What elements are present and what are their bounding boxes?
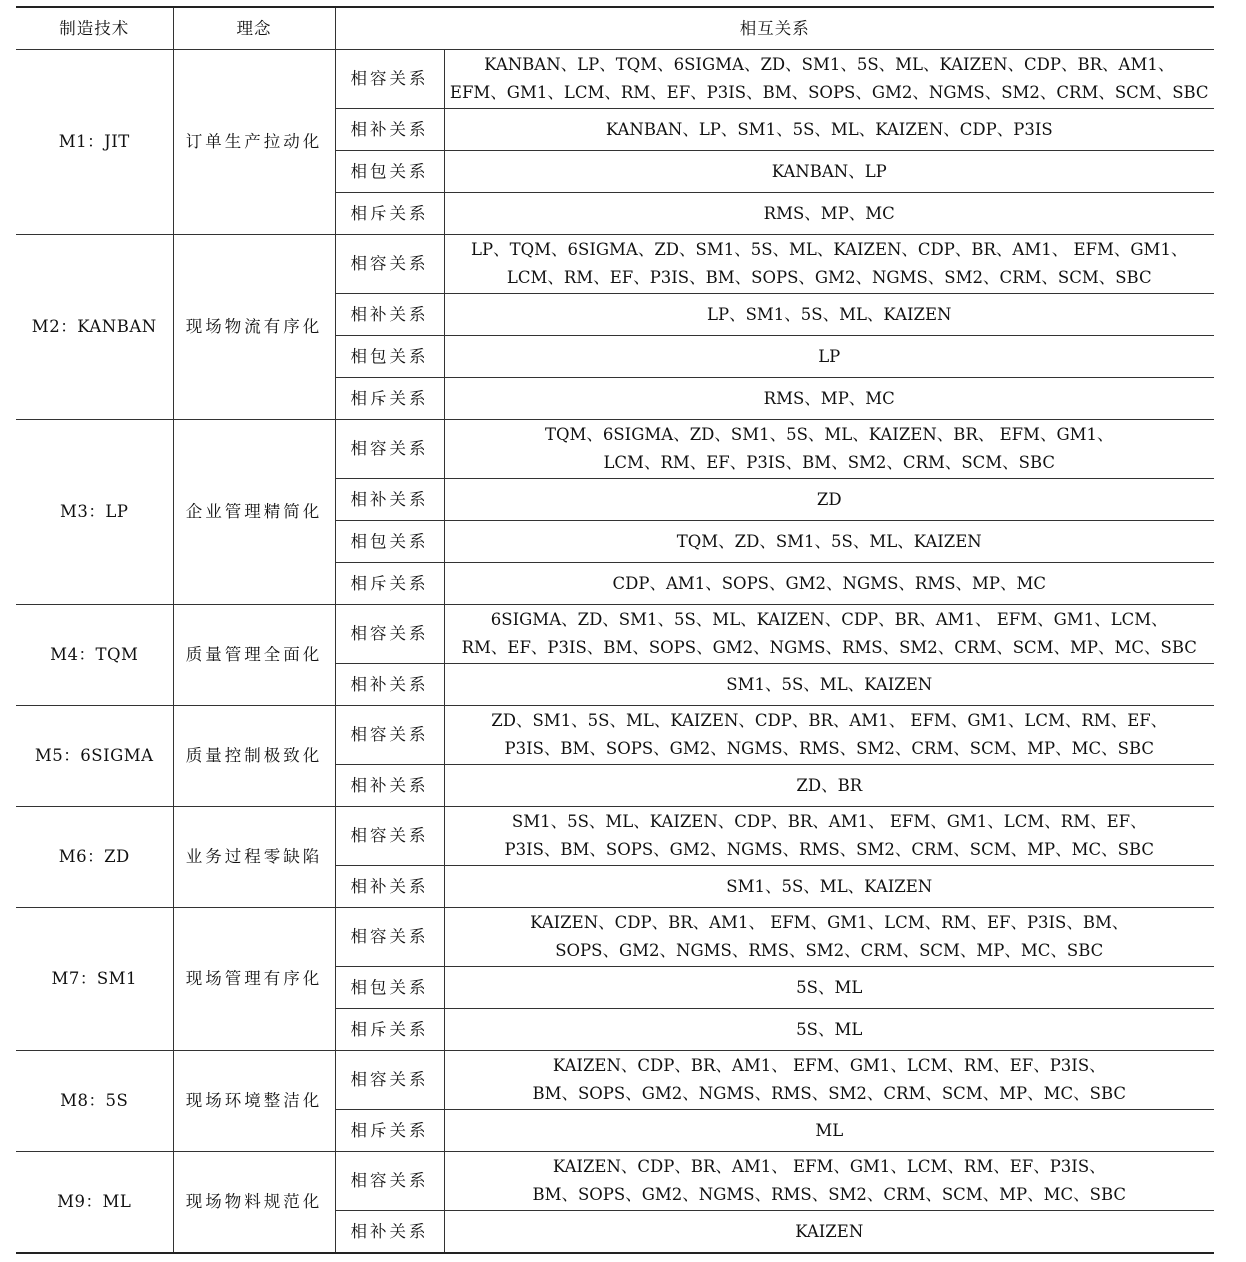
relation-items-cell (444, 151, 1214, 193)
relation-type-cell: 相斥关系 (335, 378, 444, 420)
relation-items-line: TQM、6SIGMA、ZD、SM1、5S、ML、KAIZEN、BR、 EFM、GM1、 (544, 425, 1114, 444)
relation-items-line: LP (818, 346, 841, 366)
relation-items-line: RM、EF、P3IS、BM、SOPS、GM2、NGMS、RMS、SM2、CRM、SCM、MP、MC、SBC (461, 638, 1197, 657)
relation-items-line: KAIZEN、CDP、BR、AM1、 EFM、GM1、LCM、RM、EF、P3IS、 (552, 1056, 1106, 1075)
relation-type-cell: 相补关系 (335, 866, 444, 908)
relation-items-line: LP、TQM、6SIGMA、ZD、SM1、5S、ML、KAIZEN、CDP、BR、AM1、 EFM、GM1、 (471, 240, 1188, 259)
relation-items-cell (444, 50, 1214, 109)
relation-items-line: 5S、ML (796, 1019, 863, 1039)
relation-items-cell (444, 1009, 1214, 1051)
relation-items-line: ZD、SM1、5S、ML、KAIZEN、CDP、BR、AM1、 EFM、GM1、LCM、RM、EF、 (491, 711, 1168, 730)
concept-cell: 业务过程零缺陷 (173, 807, 335, 908)
relation-items-cell (444, 1211, 1214, 1254)
relation-type-cell: 相包关系 (335, 151, 444, 193)
tech-cell: M6：ZD (16, 807, 173, 908)
relation-type-cell: 相容关系 (335, 1051, 444, 1110)
relation-type-cell: 相补关系 (335, 294, 444, 336)
concept-cell: 企业管理精简化 (173, 420, 335, 605)
relation-type-cell: 相容关系 (335, 706, 444, 765)
relation-items-cell (444, 1110, 1214, 1152)
tech-cell: M9：ML (16, 1152, 173, 1254)
table-row (16, 908, 1214, 967)
concept-cell: 现场管理有序化 (173, 908, 335, 1051)
relation-type-cell: 相补关系 (335, 479, 444, 521)
relation-items-cell (444, 605, 1214, 664)
relation-items-line: SM1、5S、ML、KAIZEN (726, 674, 933, 694)
relation-items-line: LP、SM1、5S、ML、KAIZEN (707, 304, 952, 324)
tech-cell: M8：5S (16, 1051, 173, 1152)
relation-items-line: TQM、ZD、SM1、5S、ML、KAIZEN (676, 531, 982, 551)
relation-items-cell (444, 563, 1214, 605)
concept-cell: 现场环境整洁化 (173, 1051, 335, 1152)
relation-items-cell (444, 109, 1214, 151)
concept-cell: 现场物料规范化 (173, 1152, 335, 1254)
relation-items-cell (444, 866, 1214, 908)
relation-items-line: KAIZEN (795, 1221, 864, 1241)
relation-type-cell: 相补关系 (335, 109, 444, 151)
relation-type-cell: 相容关系 (335, 235, 444, 294)
relationship-table (16, 6, 1214, 1254)
table-row (16, 605, 1214, 664)
table-row (16, 807, 1214, 866)
tech-cell: M4：TQM (16, 605, 173, 706)
relation-items-line: SM1、5S、ML、KAIZEN、CDP、BR、AM1、 EFM、GM1、LCM、RM、EF、 (511, 812, 1147, 831)
relation-type-cell: 相包关系 (335, 967, 444, 1009)
relation-items-cell (444, 193, 1214, 235)
relation-items-cell (444, 706, 1214, 765)
relation-items-cell (444, 521, 1214, 563)
relation-items-cell (444, 908, 1214, 967)
relation-items-line: RMS、MP、MC (763, 388, 895, 408)
relation-type-cell: 相斥关系 (335, 563, 444, 605)
relation-items-line: P3IS、BM、SOPS、GM2、NGMS、RMS、SM2、CRM、SCM、MP、MC、SBC (504, 739, 1155, 758)
relation-items-cell (444, 336, 1214, 378)
relation-items-line: CDP、AM1、SOPS、GM2、NGMS、RMS、MP、MC (612, 573, 1047, 593)
relation-items-line: LCM、RM、EF、P3IS、BM、SOPS、GM2、NGMS、SM2、CRM、SCM、SBC (506, 268, 1152, 287)
relation-items-cell (444, 807, 1214, 866)
relation-items-line: ML (815, 1120, 844, 1140)
tech-cell: M1：JIT (16, 50, 173, 235)
relation-items-cell (444, 664, 1214, 706)
relation-type-cell: 相斥关系 (335, 1110, 444, 1152)
relation-items-line: BM、SOPS、GM2、NGMS、RMS、SM2、CRM、SCM、MP、MC、SBC (532, 1084, 1127, 1103)
relation-items-cell (444, 765, 1214, 807)
relation-type-cell: 相斥关系 (335, 193, 444, 235)
concept-cell: 质量管理全面化 (173, 605, 335, 706)
relation-items-cell (444, 1152, 1214, 1211)
tech-cell: M5：6SIGMA (16, 706, 173, 807)
relation-items-cell (444, 420, 1214, 479)
relation-items-line: EFM、GM1、LCM、RM、EF、P3IS、BM、SOPS、GM2、NGMS、SM2、CRM、SCM、SBC (449, 83, 1209, 102)
tech-cell: M3：LP (16, 420, 173, 605)
table-row (16, 420, 1214, 479)
relation-items-line: BM、SOPS、GM2、NGMS、RMS、SM2、CRM、SCM、MP、MC、SBC (532, 1185, 1127, 1204)
header-row (16, 7, 1214, 50)
relation-items-cell (444, 294, 1214, 336)
tech-cell: M7：SM1 (16, 908, 173, 1051)
relation-items-line: KAIZEN、CDP、BR、AM1、 EFM、GM1、LCM、RM、EF、P3IS、BM、 (530, 913, 1129, 932)
relation-items-line: 6SIGMA、ZD、SM1、5S、ML、KAIZEN、CDP、BR、AM1、 EFM、GM1、LCM、 (490, 610, 1168, 629)
relation-items-cell (444, 967, 1214, 1009)
concept-cell: 现场物流有序化 (173, 235, 335, 420)
relation-items-line: SOPS、GM2、NGMS、RMS、SM2、CRM、SCM、MP、MC、SBC (555, 941, 1104, 960)
relation-type-cell: 相包关系 (335, 336, 444, 378)
relation-items-line: LCM、RM、EF、P3IS、BM、SM2、CRM、SCM、SBC (603, 453, 1056, 472)
relation-items-line: SM1、5S、ML、KAIZEN (726, 876, 933, 896)
relation-items-cell (444, 235, 1214, 294)
table-row (16, 1051, 1214, 1110)
relation-items-line: ZD、BR (796, 775, 863, 795)
relation-items-cell (444, 378, 1214, 420)
concept-cell: 订单生产拉动化 (173, 50, 335, 235)
table-row (16, 1152, 1214, 1211)
relation-items-line: KANBAN、LP (771, 161, 887, 181)
relation-items-cell (444, 479, 1214, 521)
relation-type-cell: 相斥关系 (335, 1009, 444, 1051)
table-row (16, 235, 1214, 294)
concept-cell: 质量控制极致化 (173, 706, 335, 807)
relation-type-cell: 相补关系 (335, 1211, 444, 1254)
relation-type-cell: 相补关系 (335, 664, 444, 706)
relation-items-line: KANBAN、LP、SM1、5S、ML、KAIZEN、CDP、P3IS (605, 119, 1053, 139)
relation-items-line: 5S、ML (796, 977, 863, 997)
relation-type-cell: 相容关系 (335, 1152, 444, 1211)
relation-type-cell: 相容关系 (335, 50, 444, 109)
relation-type-cell: 相包关系 (335, 521, 444, 563)
relation-items-line: KANBAN、LP、TQM、6SIGMA、ZD、SM1、5S、ML、KAIZEN、CDP、BR、AM1、 (484, 55, 1175, 74)
header-concept: 理念 (173, 7, 335, 50)
table-row (16, 50, 1214, 109)
header-tech: 制造技术 (16, 7, 173, 50)
table-row (16, 706, 1214, 765)
tech-cell: M2：KANBAN (16, 235, 173, 420)
relation-items-cell (444, 1051, 1214, 1110)
header-relation: 相互关系 (335, 7, 1214, 50)
relation-type-cell: 相容关系 (335, 908, 444, 967)
relation-items-line: RMS、MP、MC (763, 203, 895, 223)
relation-type-cell: 相容关系 (335, 420, 444, 479)
relation-type-cell: 相补关系 (335, 765, 444, 807)
relation-type-cell: 相容关系 (335, 807, 444, 866)
relation-items-line: P3IS、BM、SOPS、GM2、NGMS、RMS、SM2、CRM、SCM、MP、MC、SBC (504, 840, 1155, 859)
relation-type-cell: 相容关系 (335, 605, 444, 664)
relation-items-line: ZD (816, 489, 842, 509)
relation-items-line: KAIZEN、CDP、BR、AM1、 EFM、GM1、LCM、RM、EF、P3IS、 (552, 1157, 1106, 1176)
